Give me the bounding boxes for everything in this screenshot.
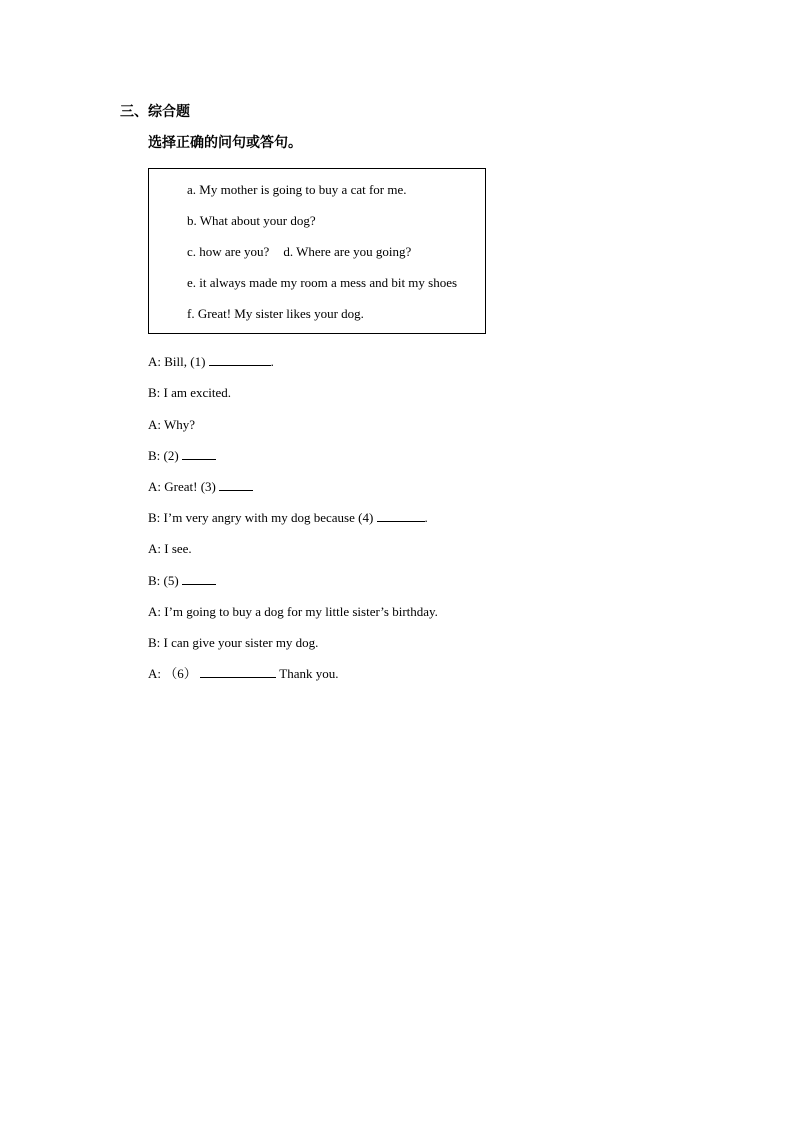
speaker-label: B: <box>148 635 161 650</box>
option-f: f. Great! My sister likes your dog. <box>187 306 364 321</box>
dialogue-text-end: . <box>270 354 274 369</box>
option-c-d-row <box>187 243 411 261</box>
dialogue-line-3 <box>148 416 195 434</box>
speaker-label: A: <box>148 666 161 681</box>
dialogue-text: Bill, (1) <box>164 354 206 369</box>
dialogue-text: Why? <box>164 417 196 432</box>
answer-blank-2[interactable] <box>182 447 216 460</box>
option-e: e. it always made my room a mess and bit my shoes <box>187 275 458 290</box>
dialogue-line-11 <box>148 665 338 683</box>
speaker-label: A: <box>148 541 161 556</box>
speaker-label: A: <box>148 479 161 494</box>
options-box <box>148 168 486 334</box>
speaker-label: A: <box>148 354 161 369</box>
dialogue-line-6 <box>148 509 428 527</box>
dialogue-text: I can give your sister my dog. <box>163 635 319 650</box>
dialogue-text: （6） <box>164 666 197 681</box>
speaker-label: B: <box>148 448 161 463</box>
option-b: b. What about your dog? <box>187 213 316 228</box>
dialogue-line-8 <box>148 572 216 590</box>
dialogue-text: Great! (3) <box>164 479 216 494</box>
dialogue-text: I’m very angry with my dog because (4) <box>163 510 374 525</box>
dialogue-line-10 <box>148 634 318 652</box>
speaker-label: B: <box>148 385 161 400</box>
speaker-label: A: <box>148 417 161 432</box>
answer-blank-5[interactable] <box>182 572 216 585</box>
dialogue-text: (2) <box>163 448 179 463</box>
answer-blank-4[interactable] <box>377 509 425 522</box>
answer-blank-6[interactable] <box>200 665 276 678</box>
dialogue-text-end: Thank you. <box>279 666 339 681</box>
speaker-label: B: <box>148 573 161 588</box>
dialogue-line-4 <box>148 447 216 465</box>
speaker-label: A: <box>148 604 161 619</box>
option-a: a. My mother is going to buy a cat for me. <box>187 182 407 197</box>
dialogue-line-5 <box>148 478 253 496</box>
dialogue-text: I see. <box>164 541 192 556</box>
option-d: d. Where are you going? <box>283 244 412 259</box>
dialogue-line-1 <box>148 353 274 371</box>
option-c: c. how are you? <box>187 244 270 259</box>
dialogue-line-2 <box>148 384 231 402</box>
dialogue-line-7 <box>148 540 192 558</box>
section-heading: 三、综合题 <box>120 104 190 120</box>
dialogue-line-9 <box>148 603 438 621</box>
instruction-text: 选择正确的问句或答句。 <box>148 135 302 151</box>
dialogue-text: I am excited. <box>163 385 232 400</box>
answer-blank-3[interactable] <box>219 478 253 491</box>
dialogue-text: (5) <box>163 573 179 588</box>
answer-blank-1[interactable] <box>209 353 271 366</box>
dialogue-text: I’m going to buy a dog for my little sister’s birthday. <box>164 604 438 619</box>
dialogue-text-end: . <box>424 510 428 525</box>
speaker-label: B: <box>148 510 161 525</box>
